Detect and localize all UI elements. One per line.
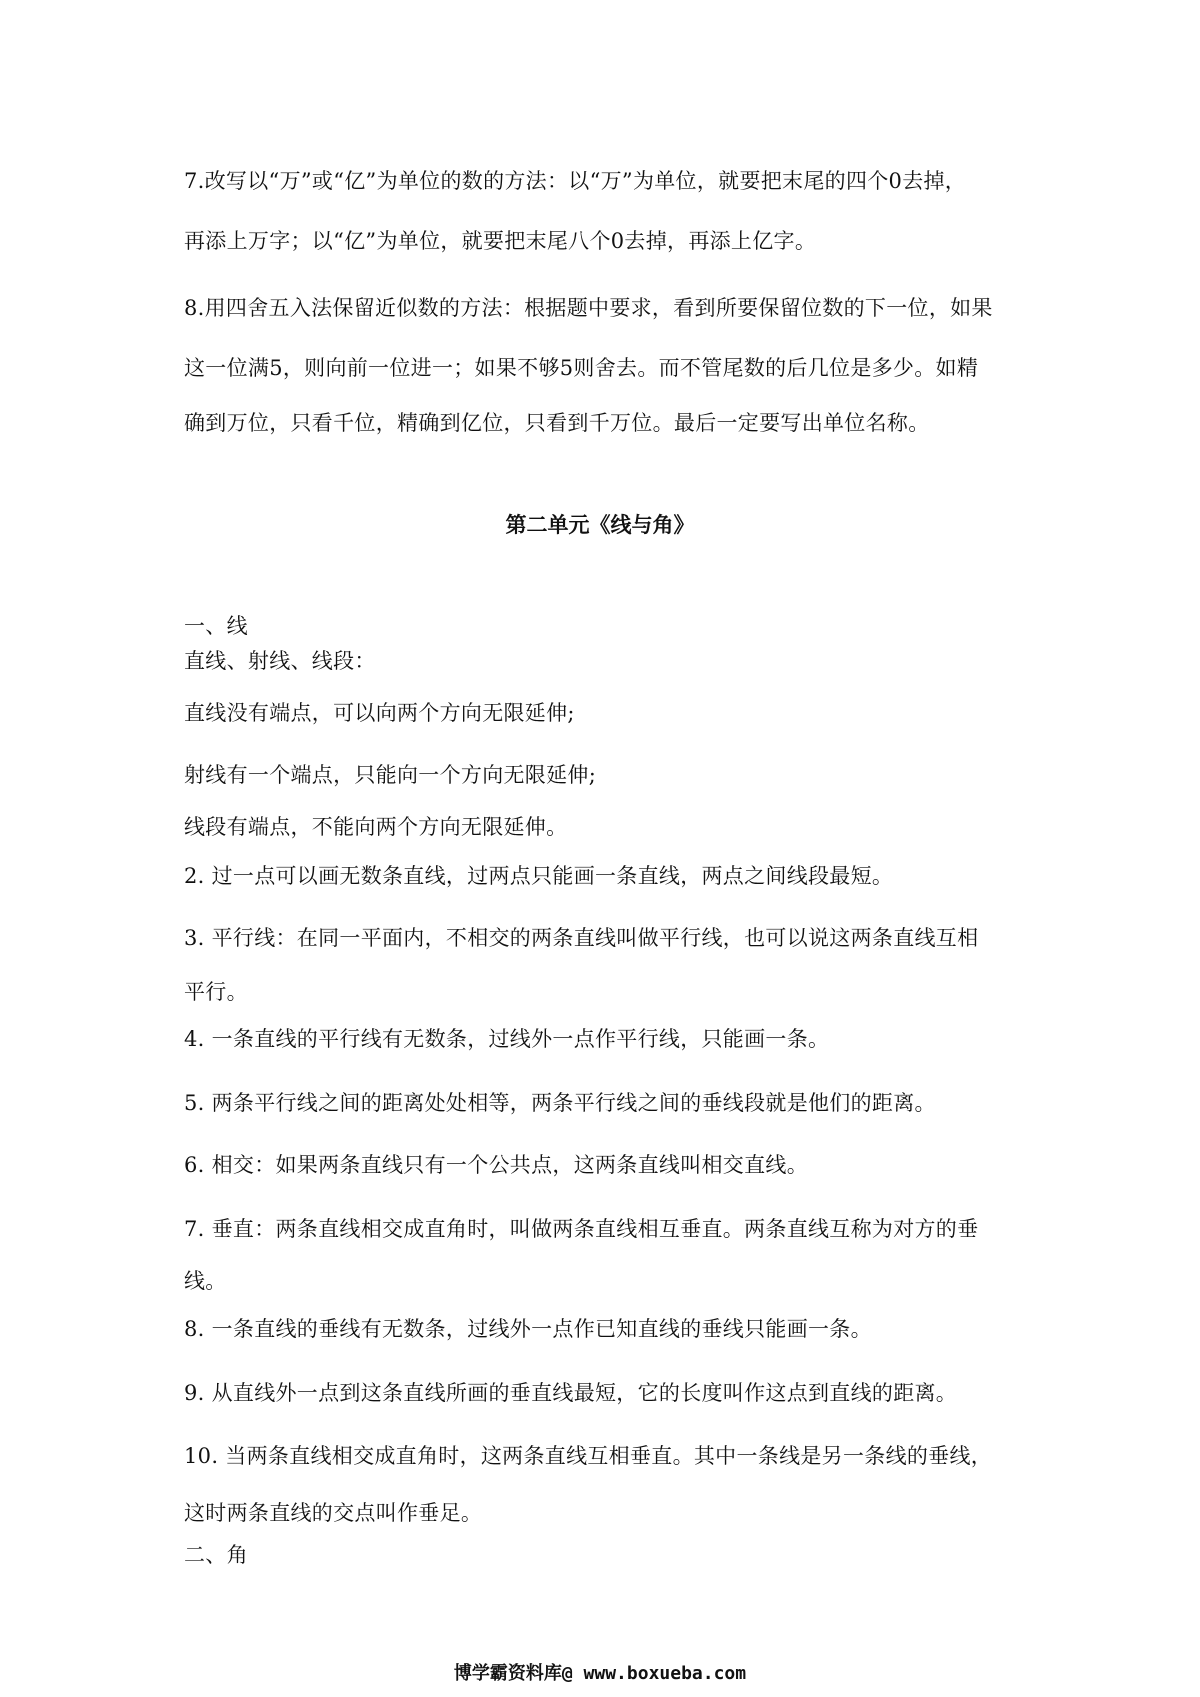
item-10-line-1: 10. 当两条直线相交成直角时，这两条直线互相垂直。其中一条线是另一条线的垂线， [184, 1444, 993, 1468]
part-1-heading: 一、线 [184, 614, 248, 638]
item-2: 2. 过一点可以画无数条直线，过两点只能画一条直线，两点之间线段最短。 [184, 864, 894, 888]
item-5: 5. 两条平行线之间的距离处处相等，两条平行线之间的垂线段就是他们的距离。 [184, 1091, 936, 1115]
item-8: 8. 一条直线的垂线有无数条，过线外一点作已知直线的垂线只能画一条。 [184, 1317, 872, 1341]
paragraph-8-line-2: 这一位满5，则向前一位进一；如果不够5则舍去。而不管尾数的后几位是多少。如精 [184, 356, 979, 380]
paragraph-8-line-1: 8.用四舍五入法保留近似数的方法：根据题中要求，看到所要保留位数的下一位，如果 [184, 296, 993, 320]
item-10-line-2: 这时两条直线的交点叫作垂足。 [184, 1501, 483, 1525]
paragraph-7-line-1: 7.改写以“万”或“亿”为单位的数的方法：以“万”为单位，就要把末尾的四个0去掉， [184, 169, 967, 193]
part-2-heading: 二、角 [184, 1543, 248, 1567]
paragraph-7-line-2: 再添上万字；以“亿”为单位，就要把末尾八个0去掉，再添上亿字。 [184, 229, 817, 253]
unit-title: 第二单元《线与角》 [505, 512, 695, 537]
line-types-label: 直线、射线、线段： [184, 649, 376, 673]
item-4: 4. 一条直线的平行线有无数条，过线外一点作平行线，只能画一条。 [184, 1027, 830, 1051]
item-9: 9. 从直线外一点到这条直线所画的垂直线最短，它的长度叫作这点到直线的距离。 [184, 1381, 958, 1405]
segment-definition: 线段有端点，不能向两个方向无限延伸。 [184, 815, 568, 839]
item-7-line-1: 7. 垂直：两条直线相交成直角时，叫做两条直线相互垂直。两条直线互称为对方的垂 [184, 1217, 979, 1241]
straight-line-definition: 直线没有端点，可以向两个方向无限延伸; [184, 701, 575, 725]
paragraph-8-line-3: 确到万位，只看千位，精确到亿位，只看到千万位。最后一定要写出单位名称。 [184, 411, 930, 435]
footer-watermark: 博学霸资料库@ www.boxueba.com [453, 1663, 747, 1684]
ray-definition: 射线有一个端点，只能向一个方向无限延伸; [184, 763, 597, 787]
item-7-line-2: 线。 [184, 1269, 227, 1293]
item-6: 6. 相交：如果两条直线只有一个公共点，这两条直线叫相交直线。 [184, 1153, 809, 1177]
item-3-line-2: 平行。 [184, 980, 248, 1004]
item-3-line-1: 3. 平行线：在同一平面内，不相交的两条直线叫做平行线，也可以说这两条直线互相 [184, 926, 979, 950]
